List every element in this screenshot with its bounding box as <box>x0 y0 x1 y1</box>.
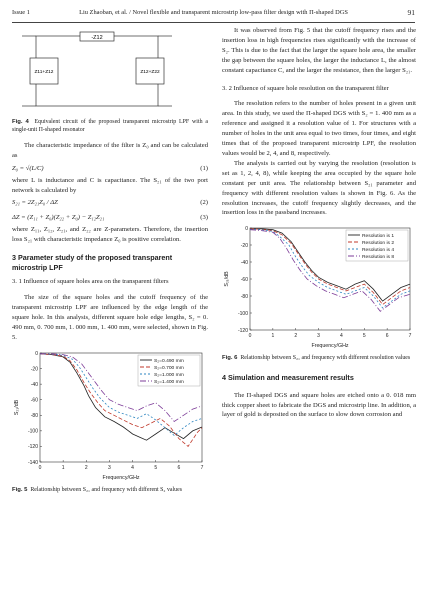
equation-1-number: (1) <box>200 164 208 172</box>
legend-label-2: Resolution is 2 <box>362 241 395 247</box>
x-tick-label: 1 <box>61 464 65 471</box>
equation-1 <box>12 161 208 176</box>
fig5-caption-text: Relationship between S₂₁ and frequency with different S₂ values <box>30 486 182 493</box>
x-axis-label: Frequency/GHz <box>311 343 349 350</box>
y-tick-label: -120 <box>237 328 248 335</box>
section-3-1-heading: 3. 1 Influence of square holes area on the transparent filters <box>12 278 169 286</box>
fig5-caption-label: Fig. 5 <box>12 486 28 493</box>
y-tick-label: 0 <box>35 350 38 357</box>
label-neg-z12: -Z12 <box>91 35 103 41</box>
label-z12-z22: Z12+Z22 <box>140 70 160 75</box>
legend-label-3: S₂=1.000 mm <box>154 372 184 378</box>
x-tick-label: 3 <box>317 333 320 340</box>
running-title: Liu Zhaoban, et al. / Novel flexible and transparent microstrip low-pass filter design with Π-shaped DGS <box>79 9 348 16</box>
legend-label-4: Resolution is 8 <box>362 255 395 261</box>
running-header <box>12 6 415 23</box>
x-tick-label: 2 <box>84 464 88 471</box>
fig4-caption-label: Fig. 4 <box>12 119 29 125</box>
x-tick-label: 7 <box>200 464 204 471</box>
y-tick-label: -20 <box>30 366 38 373</box>
x-tick-label: 1 <box>271 333 275 340</box>
fig6-caption-text: Relationship between S₂₁ and frequency with different resolution values <box>240 355 411 362</box>
left-para-4: The size of the square holes and the cutoff frequency of the transparent microstrip LPF are influenced by the edge length of the square hole. In this analysis, different square hole edge lengths, S₂ = 0. 490 mm, 0. 700 mm, 1. 000 mm, 1. 400 mm, were selected, shown in Fig. 5. <box>12 294 208 341</box>
x-tick-label: 5 <box>362 333 366 340</box>
y-tick-label: -100 <box>27 428 38 435</box>
issue-label: Issue 1 <box>12 9 30 16</box>
left-para-2: where L is inductance and C is capacitance. The S₂₁ of the two port network is calculated by <box>12 176 208 194</box>
legend-label-1: Resolution is 1 <box>362 234 395 240</box>
label-z11-z12: Z11+Z12 <box>34 70 54 75</box>
y-tick-label: -80 <box>30 412 38 419</box>
x-tick-label: 7 <box>408 333 412 340</box>
section-3-2-heading: 3. 2 Influence of square hole resolution on the transparent filter <box>222 84 389 92</box>
right-column <box>222 26 416 420</box>
x-tick-label: 2 <box>294 333 298 340</box>
right-para-2: The resolution refers to the number of holes present in a given unit area. In this study, we used the Π-shaped DGS with S₂ = 1. 400 mm as a reference and assigned it a resolution value of 1. For structures with a number of holes in the unit area equal to two times, four times, and eight times that of the proposed transparent microstrip LPF, the resolution values would be 2, 4, and 8, respectively. <box>222 100 416 157</box>
x-axis-label: Frequency/GHz <box>102 474 140 481</box>
x-tick-label: 0 <box>38 464 42 471</box>
x-tick-label: 5 <box>154 464 158 471</box>
fig4-caption-text: Equivalent circuit of the proposed transparent microstrip LPF with a single-unit Π-shaped resonator <box>12 119 208 134</box>
equation-2-body: S₂₁ = 2Z₂₁Z₀ / ΔZ <box>12 199 58 207</box>
legend-label-2: S₂=0.700 mm <box>154 365 184 371</box>
fig6-caption <box>222 354 416 362</box>
equation-1-body: Z₀ = √(L/C) <box>12 164 44 172</box>
y-tick-label: -140 <box>27 459 38 466</box>
legend-label-1: S₂=0.490 mm <box>154 358 184 364</box>
fig5-caption <box>12 486 208 494</box>
y-axis-label: S₂₁/dB <box>14 399 20 415</box>
equation-2-number: (2) <box>200 199 208 207</box>
right-para-3: The analysis is carried out by varying the resolution (resolution is set as 1, 2, 4, 8), while keeping the area occupied by the square hole constant per unit area. The relationship between S₂₁ parameter and frequency with different resolution values is shown in Fig. 6. As the resolution increases, the cutoff frequency slightly decreases, and the insertion loss in the passband increases. <box>222 159 416 217</box>
y-tick-label: -100 <box>237 311 248 318</box>
x-tick-label: 6 <box>385 333 389 340</box>
x-tick-label: 4 <box>340 333 343 340</box>
x-tick-label: 0 <box>248 333 252 340</box>
equation-3-number: (3) <box>200 214 208 222</box>
left-column <box>12 26 208 494</box>
y-tick-label: 0 <box>245 226 248 233</box>
left-para-3: where Z₁₁, Z₁₂, Z₂₁, and Z₂₂ are Z-parameters. Therefore, the insertion loss S₂₁ with characteristic impedance Z₀ is positive correlation. <box>12 226 208 244</box>
fig6-caption-label: Fig. 6 <box>222 355 238 362</box>
x-tick-label: 3 <box>108 464 111 471</box>
left-para-1: The characteristic impedance of the filter is Z₀ and can be calculated as <box>12 141 208 159</box>
fig4-caption <box>12 118 208 135</box>
y-tick-label: -40 <box>240 260 248 267</box>
equation-2 <box>12 195 208 210</box>
y-tick-label: -40 <box>30 381 38 388</box>
section-3-heading: 3 Parameter study of the proposed transparent microstrip LPF <box>12 253 173 273</box>
x-tick-label: 4 <box>131 464 134 471</box>
y-tick-label: -80 <box>240 294 248 301</box>
equation-3 <box>12 210 208 225</box>
fig5-chart <box>12 347 208 482</box>
y-tick-label: -20 <box>240 243 248 250</box>
right-para-4: The Π-shaped DGS and square holes are etched onto a 0. 018 mm thick copper sheet to fabricate the DGS and microstrip line. In addition, a layer of gold is deposited on the surface to slow down corrosion and <box>222 391 416 419</box>
fig4-circuit-diagram <box>22 28 172 118</box>
y-tick-label: -60 <box>30 397 38 404</box>
page-number: 91 <box>407 8 415 17</box>
section-4-heading: 4 Simulation and measurement results <box>222 372 354 382</box>
y-axis-label: S₂₁/dB <box>224 271 230 287</box>
x-tick-label: 6 <box>177 464 181 471</box>
right-para-1: It was observed from Fig. 5 that the cutoff frequency rises and the insertion loss in high frequencies rises significantly with the increase of S₂. This is due to the fact that the larger the square hole area, the smaller the gap between the square holes, the larger the inductance L, the almost constant capacitance C, and the larger the resistance, then the larger S₂₁. <box>222 27 416 74</box>
equation-3-body: ΔZ = (Z₁₁ + Z₀)(Z₂₂ + Z₀) − Z₁₂Z₂₁ <box>12 214 105 222</box>
legend-label-4: S₂=1.400 mm <box>154 379 184 385</box>
legend-label-3: Resolution is 4 <box>362 248 395 254</box>
y-tick-label: -120 <box>27 443 38 450</box>
fig6-chart <box>222 222 416 350</box>
y-tick-label: -60 <box>240 277 248 284</box>
